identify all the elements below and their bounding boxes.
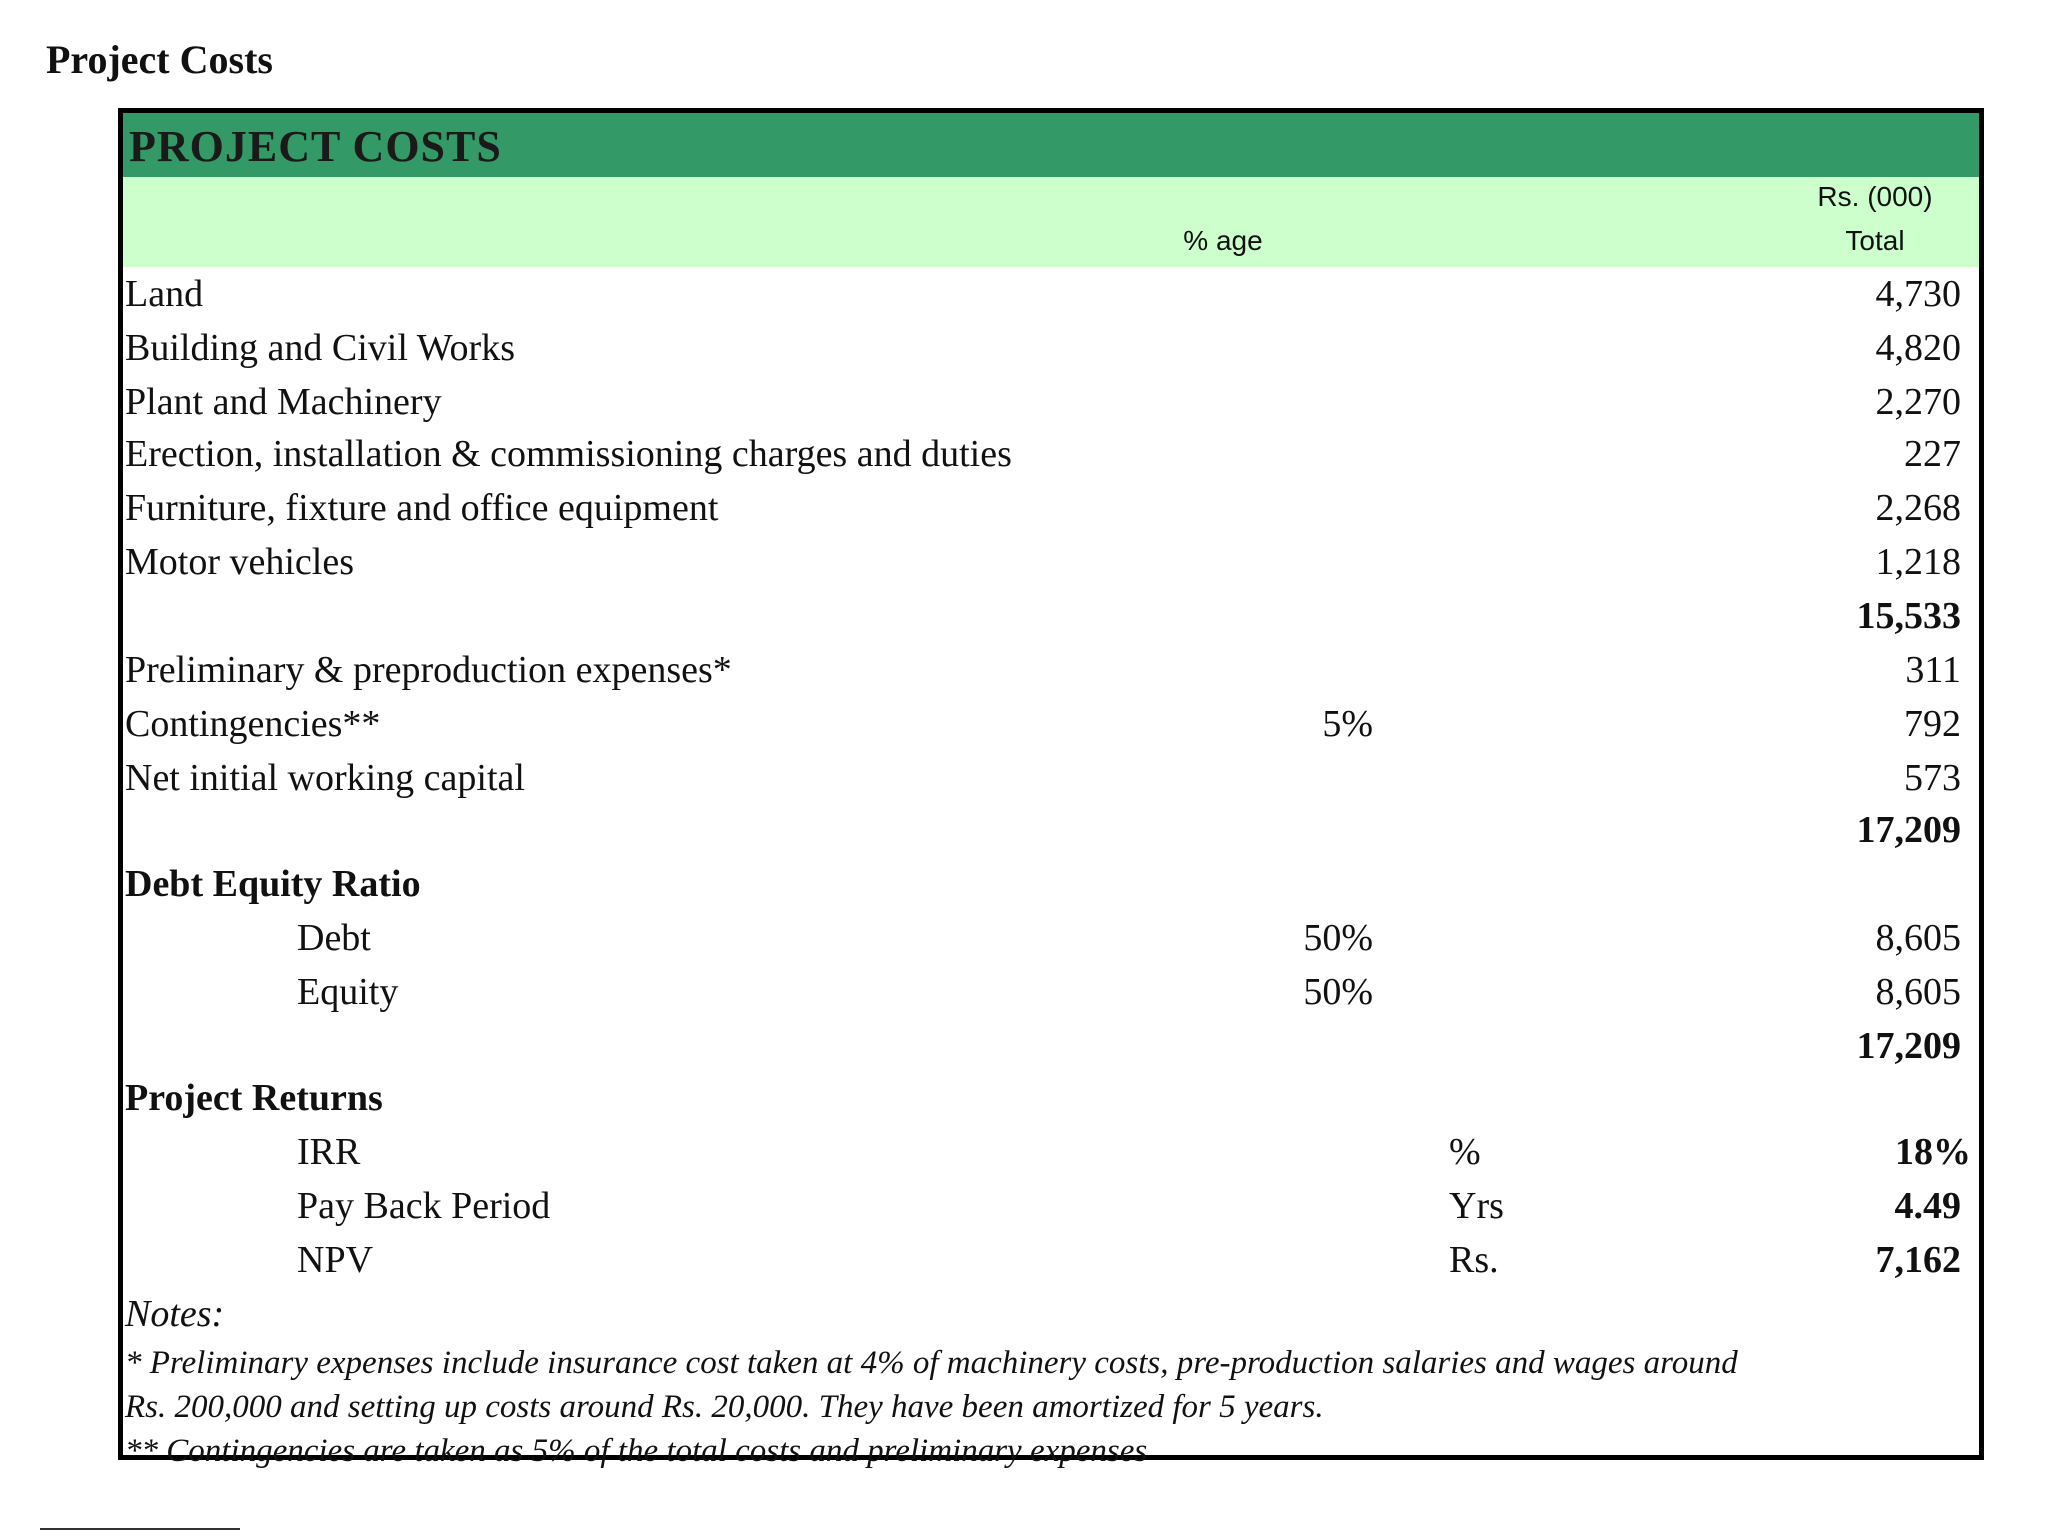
row-value: 1,218 [1875,541,1961,583]
table-row [123,535,1979,589]
note-line: ** Contingencies are taken as 5% of the total costs and preliminary expenses [125,1433,1148,1469]
row-label: IRR [297,1131,361,1173]
subtotal-row [123,589,1979,643]
divider [40,1528,240,1530]
row-value: 2,270 [1875,381,1961,423]
row-unit: Yrs [1449,1185,1504,1227]
row-value: 4,730 [1875,273,1961,315]
subtotal-value: 15,533 [1856,595,1961,637]
row-value: 4.49 [1894,1185,1961,1227]
row-unit: % [1449,1131,1481,1173]
row-value: 4,820 [1875,327,1961,369]
row-label: Land [125,273,204,315]
table-row [123,267,1979,321]
row-value: 792 [1904,703,1961,745]
row-label: Erection, installation & commissioning charges and duties [125,433,1012,475]
table-row [123,965,1979,1019]
row-unit: Rs. [1449,1239,1499,1281]
table-row [123,751,1979,805]
project-costs-table [118,108,1984,1469]
row-percent: 5% [1322,703,1373,745]
total-header: Total [1845,225,1905,256]
note-line: * Preliminary expenses include insurance cost taken at 4% of machinery costs, pre-production salaries and wages around [125,1345,1738,1381]
row-value: 2,268 [1875,487,1961,529]
row-label: Furniture, fixture and office equipment [125,487,719,529]
notes-section [125,1287,1965,1473]
table-row [123,1233,1979,1287]
row-value: 227 [1904,433,1961,475]
subtotal-value: 17,209 [1856,809,1961,851]
row-value: 8,605 [1875,917,1961,959]
row-value: 311 [1905,649,1961,691]
table-title-bar [123,113,1979,177]
table-row [123,481,1979,535]
table-title: PROJECT COSTS [129,122,502,171]
row-label: Contingencies** [125,703,381,745]
section-heading-row [123,857,1979,911]
table-row [123,427,1979,481]
page-heading: Project Costs [46,37,273,82]
unit-header: Rs. (000) [1817,181,1933,212]
row-label: Pay Back Period [297,1185,551,1227]
row-percent: 50% [1303,917,1373,959]
row-label: Building and Civil Works [125,327,515,369]
row-label: Debt [297,917,371,959]
table-row [123,321,1979,375]
row-value: 8,605 [1875,971,1961,1013]
section-heading-row [123,1071,1979,1125]
row-label: NPV [297,1239,374,1281]
subtotal-row [123,803,1979,857]
row-value: 7,162 [1875,1239,1961,1281]
subtotal-row [123,1019,1979,1073]
debt-equity-heading: Debt Equity Ratio [125,863,421,905]
row-value: 18% [1895,1131,1971,1173]
table-row [123,697,1979,751]
table-row [123,1125,1979,1179]
row-label: Preliminary & preproduction expenses* [125,649,732,691]
row-percent: 50% [1303,971,1373,1013]
project-returns-heading: Project Returns [125,1077,383,1119]
table-row [123,911,1979,965]
row-label: Plant and Machinery [125,381,442,423]
percent-header: % age [1183,225,1263,256]
row-label: Motor vehicles [125,541,355,583]
note-line: Rs. 200,000 and setting up costs around Rs. 20,000. They have been amortized for 5 years. [125,1389,1324,1425]
row-label: Net initial working capital [125,757,525,799]
row-value: 573 [1904,757,1961,799]
table-row [123,375,1979,429]
subtotal-value: 17,209 [1856,1025,1961,1067]
table-row [123,643,1979,697]
notes-title: Notes: [125,1293,225,1335]
row-label: Equity [297,971,399,1013]
column-header-band [123,177,1979,267]
table-row [123,1179,1979,1233]
